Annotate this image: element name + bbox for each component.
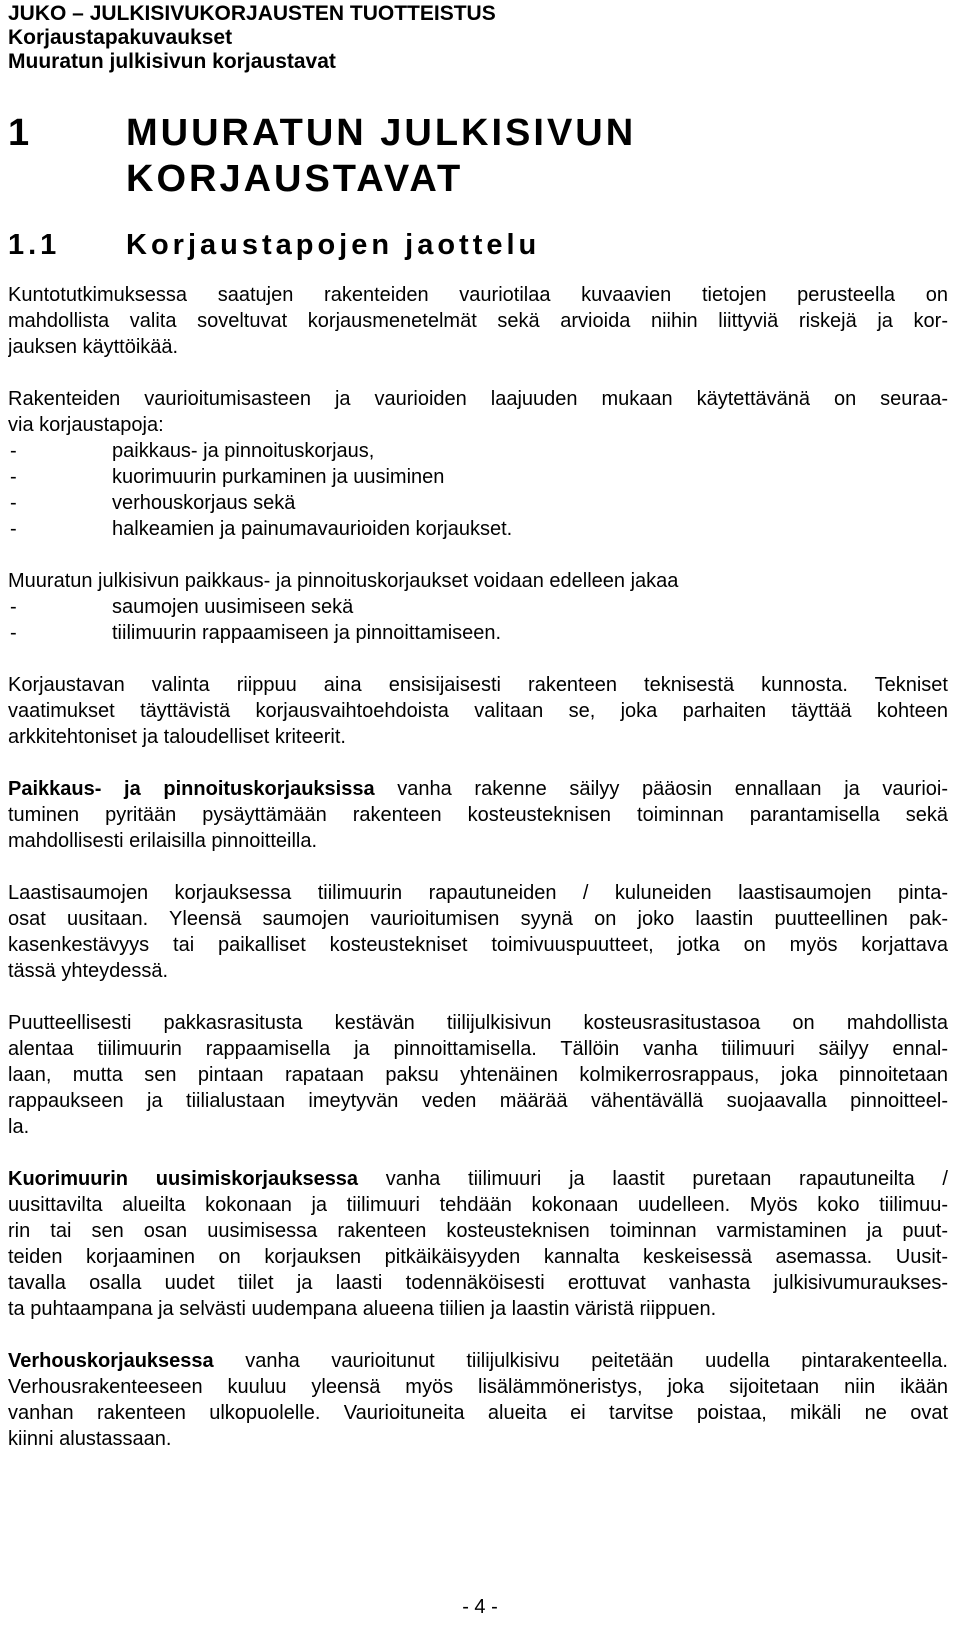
list-item-text: tiilimuurin rappaamiseen ja pinnoittamiseen.: [112, 622, 502, 644]
paragraph-mortar-joints: [8, 880, 948, 984]
bold-term: Kuorimuurin uusimiskorjauksessa: [8, 1168, 359, 1190]
list-item: [8, 620, 948, 646]
paragraph-intro: [8, 282, 948, 360]
list-item-text: kuorimuurin purkaminen ja uusiminen: [112, 466, 445, 488]
list-item: [8, 516, 948, 542]
list-item-text: paikkaus- ja pinnoituskorjaus,: [112, 440, 375, 462]
text-line: vanhan rakenteen ulkopuolelle. Vaurioituneita alueita ei tarvitse poistaa, mikäli ne ovat: [8, 1402, 948, 1424]
chapter-title-line-1: MUURATUN JULKISIVUN: [126, 112, 637, 154]
text-line: la.: [8, 1116, 30, 1138]
list-dash: -: [10, 622, 17, 644]
page-number: - 4 -: [462, 1596, 498, 1618]
text-line: arkkitehtoniset ja taloudelliset kriteerit.: [8, 726, 346, 748]
text-line: Rakenteiden vaurioitumisasteen ja vaurioiden laajuuden mukaan käytettävänä on seuraa-: [8, 388, 948, 410]
paragraph-selection: [8, 672, 948, 750]
document-page: [8, 0, 948, 1452]
text-fragment: vanha vaurioitunut tiilijulkisivu peitetään uudella pintarakenteella.: [213, 1350, 948, 1372]
paragraph-patch-coating: [8, 776, 948, 854]
text-line: kiinni alustassaan.: [8, 1428, 172, 1450]
chapter-title-line-2: KORJAUSTAVAT: [126, 158, 464, 200]
text-line: [8, 1166, 948, 1192]
chapter-title: [126, 110, 948, 202]
text-line: Verhousrakenteeseen kuuluu yleensä myös lisälämmöneristys, joka sijoitetaan niin ikään: [8, 1376, 948, 1398]
list-item-text: saumojen uusimiseen sekä: [112, 596, 354, 618]
text-line: vaatimukset täyttävistä korjausvaihtoehdoista valitaan se, joka parhaiten täyttää kohteen: [8, 700, 948, 722]
text-line: Kuntotutkimuksessa saatujen rakenteiden vauriotilaa kuvaavien tietojen perusteella on: [8, 284, 948, 306]
text-line: mahdollista valita soveltuvat korjausmenetelmät sekä arvioida niihin liittyviä riskejä ja kor-: [8, 310, 948, 332]
text-line: Korjaustavan valinta riippuu aina ensisijaisesti rakenteen teknisestä kunnosta. Tekniset: [8, 674, 948, 696]
list-item-text: halkeamien ja painumavaurioiden korjaukset.: [112, 518, 513, 540]
bold-term: Verhouskorjauksessa: [8, 1350, 214, 1372]
paragraph-cladding: [8, 1348, 948, 1452]
repair-methods-list: [8, 438, 948, 542]
text-line: teiden korjaaminen on korjauksen pitkäikäisyyden kannalta keskeisessä asemassa. Uusit-: [8, 1246, 948, 1268]
paragraph-outer-wall-renewal: [8, 1166, 948, 1322]
section-number: 1.1: [8, 229, 61, 261]
text-line: osat uusitaan. Yleensä saumojen vaurioitumisen syynä on joko laastin puutteellinen pak-: [8, 908, 948, 930]
text-line: ta puhtaampana ja selvästi uudempana alueena tiilien ja laastin väristä riippuen.: [8, 1298, 717, 1320]
header-title: JUKO – JULKISIVUKORJAUSTEN TUOTTEISTUS: [8, 2, 496, 25]
text-line: [8, 1348, 948, 1374]
text-line: mahdollisesti erilaisilla pinnoitteilla.: [8, 830, 318, 852]
section-heading: [8, 228, 948, 262]
paragraph-repair-methods: [8, 386, 948, 438]
list-dash: -: [10, 466, 17, 488]
text-line: rin tai sen osan uusimisessa rakenteen kosteusteknisen toiminnan varmistaminen ja puut-: [8, 1220, 948, 1242]
paragraph-plastering: [8, 1010, 948, 1140]
subdivision-list: [8, 594, 948, 646]
text-line: tässä yhteydessä.: [8, 960, 169, 982]
list-item: [8, 464, 948, 490]
header-subtitle: Korjaustapakuvaukset: [8, 26, 233, 49]
chapter-heading: [8, 110, 948, 202]
text-fragment: vanha tiilimuuri ja laastit puretaan rapautuneilta /: [358, 1168, 948, 1190]
text-line: Muuratun julkisivun paikkaus- ja pinnoituskorjaukset voidaan edelleen jakaa: [8, 570, 679, 592]
list-dash: -: [10, 440, 17, 462]
list-dash: -: [10, 492, 17, 514]
text-line: via korjaustapoja:: [8, 414, 164, 436]
running-header: [8, 0, 948, 74]
text-line: alentaa tiilimuurin rappaamisella ja pinnoittamisella. Tällöin vanha tiilimuuri säilyy ennal-: [8, 1038, 948, 1060]
list-item-text: verhouskorjaus sekä: [112, 492, 296, 514]
text-line: laan, mutta sen pintaan rapataan paksu yhtenäinen kolmikerrosrappaus, joka pinnoitetaan: [8, 1064, 948, 1086]
text-line: rappaukseen ja tiilialustaan imeytyvän veden määrää vähentävällä suojaavalla pinnoitteel-: [8, 1090, 948, 1112]
list-dash: -: [10, 518, 17, 540]
text-line: jauksen käyttöikää.: [8, 336, 179, 358]
list-dash: -: [10, 596, 17, 618]
bold-term: Paikkaus- ja pinnoituskorjauksissa: [8, 778, 375, 800]
text-line: tavalla osalla uudet tiilet ja laasti todennäköisesti erottuvat vanhasta julkisivumuraukses-: [8, 1272, 948, 1294]
text-line: kasenkestävyys tai paikalliset kosteustekniset toimivuuspuutteet, jotka on myös korjattava: [8, 934, 948, 956]
list-item: [8, 490, 948, 516]
section-title: Korjaustapojen jaottelu: [126, 229, 541, 261]
text-fragment: vanha rakenne säilyy pääosin ennallaan ja vaurioi-: [374, 778, 948, 800]
body-text: [8, 262, 948, 1452]
chapter-number: 1: [8, 112, 33, 154]
text-line: uusittavilta alueilta kokonaan ja tiilimuuri tehdään kokonaan uudelleen. Myös koko tiilimuu-: [8, 1194, 948, 1216]
list-item: [8, 594, 948, 620]
paragraph-subdivision: [8, 568, 948, 594]
header-topic: Muuratun julkisivun korjaustavat: [8, 50, 336, 73]
text-line: Laastisaumojen korjauksessa tiilimuurin rapautuneiden / kuluneiden laastisaumojen pinta-: [8, 882, 948, 904]
text-line: tuminen pyritään pysäyttämään rakenteen kosteusteknisen toiminnan parantamisella sekä: [8, 804, 948, 826]
list-item: [8, 438, 948, 464]
text-line: Puutteellisesti pakkasrasitusta kestävän tiilijulkisivun kosteusrasitustasoa on mahdollista: [8, 1012, 948, 1034]
text-line: [8, 776, 948, 802]
